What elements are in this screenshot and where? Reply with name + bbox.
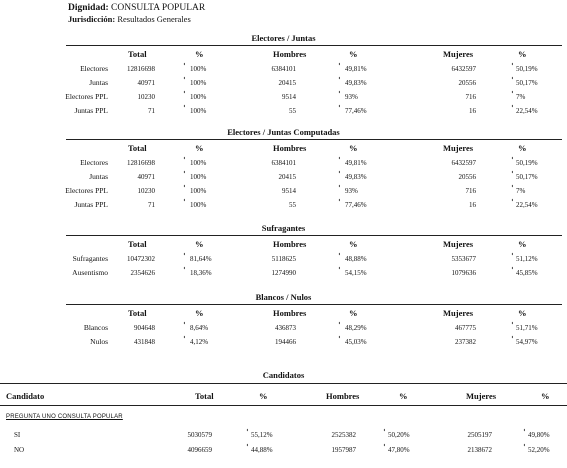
col-pct-header: %: [195, 143, 204, 153]
hombres-value: 5118625: [271, 255, 296, 263]
cell-marker: [184, 199, 187, 202]
col-pct-m-header: %: [518, 239, 527, 249]
section-title: Blancos / Nulos: [255, 292, 312, 302]
row-label: Electores: [80, 64, 108, 73]
pct-total-value: 100%: [190, 201, 207, 209]
pct-total-value: 100%: [190, 65, 207, 73]
pct-total-value: 100%: [190, 79, 207, 87]
hombres-value: 6384101: [271, 159, 296, 167]
hombres-value: 20415: [278, 79, 296, 87]
cand-pct-total-value: 44,88%: [251, 446, 273, 454]
total-value: 10230: [137, 187, 155, 195]
section-rule: [66, 45, 562, 46]
cand-col-pct-header: %: [259, 391, 268, 401]
cell-marker: [512, 91, 515, 94]
cell-marker: [512, 267, 515, 270]
cand-col-pct-m-header: %: [541, 391, 550, 401]
total-value: 40971: [137, 79, 155, 87]
pct-h-value: 49,81%: [345, 159, 367, 167]
candidate-label: SI: [14, 431, 21, 439]
cell-marker: [184, 63, 187, 66]
section-rule: [66, 139, 562, 140]
pct-total-value: 18,36%: [190, 269, 212, 277]
pct-m-value: 22,54%: [516, 107, 538, 115]
jurisdiccion-value: Resultados Generales: [117, 14, 191, 24]
candidatos-header-rule: [0, 405, 567, 406]
col-hombres-header: Hombres: [273, 308, 307, 318]
cell-marker: [339, 322, 342, 325]
cell-marker: [339, 171, 342, 174]
col-hombres-header: Hombres: [273, 49, 307, 59]
cand-mujeres-value: 2138672: [467, 446, 492, 454]
cell-marker: [339, 77, 342, 80]
cell-marker: [184, 171, 187, 174]
col-pct-h-header: %: [349, 239, 358, 249]
row-label: Juntas: [89, 78, 108, 87]
row-label: Ausentismo: [72, 268, 108, 277]
col-total-header: Total: [128, 308, 147, 318]
pct-h-value: 49,83%: [345, 173, 367, 181]
mujeres-value: 5353677: [451, 255, 476, 263]
row-label: Electores PPL: [65, 186, 108, 195]
cell-marker: [512, 185, 515, 188]
pct-total-value: 8,64%: [190, 324, 209, 332]
row-label: Juntas: [89, 172, 108, 181]
col-total-header: Total: [128, 49, 147, 59]
cell-marker: [184, 336, 187, 339]
col-hombres-header: Hombres: [273, 239, 307, 249]
pct-m-value: 7%: [516, 187, 526, 195]
pct-h-value: 48,29%: [345, 324, 367, 332]
cell-marker: [339, 253, 342, 256]
section-title: Electores / Juntas: [251, 33, 316, 43]
pct-m-value: 45,85%: [516, 269, 538, 277]
col-total-header: Total: [128, 239, 147, 249]
cell-marker: [184, 322, 187, 325]
hombres-value: 1274990: [271, 269, 296, 277]
cand-pct-total-value: 55,12%: [251, 431, 273, 439]
pct-m-value: 51,71%: [516, 324, 538, 332]
cell-marker: [384, 429, 387, 432]
total-value: 12816698: [127, 159, 155, 167]
row-label: Electores PPL: [65, 92, 108, 101]
cand-total-value: 5030579: [187, 431, 212, 439]
col-mujeres-header: Mujeres: [443, 49, 474, 59]
cand-pct-m-value: 49,80%: [528, 431, 550, 439]
row-label: Nulos: [90, 337, 108, 346]
pct-h-value: 48,88%: [345, 255, 367, 263]
cell-marker: [339, 91, 342, 94]
cell-marker: [512, 253, 515, 256]
cell-marker: [184, 77, 187, 80]
hombres-value: 436873: [275, 324, 296, 332]
cand-mujeres-value: 2505197: [467, 431, 492, 439]
cell-marker: [512, 322, 515, 325]
pct-h-value: 49,83%: [345, 79, 367, 87]
mujeres-value: 6432597: [451, 159, 476, 167]
hombres-value: 9514: [282, 187, 296, 195]
mujeres-value: 20556: [458, 79, 476, 87]
pct-m-value: 50,19%: [516, 159, 538, 167]
cell-marker: [184, 185, 187, 188]
cell-marker: [512, 336, 515, 339]
mujeres-value: 716: [465, 93, 476, 101]
col-total-header: Total: [128, 143, 147, 153]
total-value: 12816698: [127, 65, 155, 73]
total-value: 10230: [137, 93, 155, 101]
total-value: 431848: [134, 338, 155, 346]
col-pct-h-header: %: [349, 308, 358, 318]
pct-total-value: 100%: [190, 93, 207, 101]
section-rule: [66, 235, 562, 236]
mujeres-value: 6432597: [451, 65, 476, 73]
cand-col-total-header: Total: [195, 391, 214, 401]
row-label: Juntas PPL: [74, 200, 108, 209]
mujeres-value: 1079636: [451, 269, 476, 277]
pct-h-value: 77,46%: [345, 107, 367, 115]
candidate-label: NO: [14, 446, 25, 454]
col-mujeres-header: Mujeres: [443, 308, 474, 318]
col-pct-header: %: [195, 49, 204, 59]
pct-h-value: 93%: [345, 93, 358, 101]
hombres-value: 55: [289, 201, 296, 209]
total-value: 2354626: [130, 269, 155, 277]
cell-marker: [512, 77, 515, 80]
col-pct-m-header: %: [518, 308, 527, 318]
pct-h-value: 54,15%: [345, 269, 367, 277]
cell-marker: [339, 336, 342, 339]
cell-marker: [184, 91, 187, 94]
pct-m-value: 7%: [516, 93, 526, 101]
mujeres-value: 16: [469, 107, 476, 115]
mujeres-value: 20556: [458, 173, 476, 181]
col-mujeres-header: Mujeres: [443, 239, 474, 249]
jurisdiccion-line: [68, 14, 191, 24]
cand-col-mujeres-header: Mujeres: [466, 391, 497, 401]
col-pct-h-header: %: [349, 143, 358, 153]
hombres-value: 6384101: [271, 65, 296, 73]
hombres-value: 194466: [275, 338, 296, 346]
dignidad-label: Dignidad:: [68, 3, 109, 13]
pct-total-value: 100%: [190, 159, 207, 167]
total-value: 40971: [137, 173, 155, 181]
cell-marker: [339, 157, 342, 160]
pct-total-value: 100%: [190, 107, 207, 115]
cell-marker: [524, 429, 527, 432]
cell-marker: [339, 185, 342, 188]
col-pct-header: %: [195, 308, 204, 318]
cell-marker: [184, 105, 187, 108]
total-value: 10472302: [127, 255, 155, 263]
candidatos-top-rule: [0, 383, 567, 384]
dignidad-value: CONSULTA POPULAR: [111, 3, 206, 13]
cand-pct-m-value: 52,20%: [528, 446, 550, 454]
mujeres-value: 16: [469, 201, 476, 209]
cell-marker: [339, 267, 342, 270]
pct-total-value: 4,12%: [190, 338, 209, 346]
hombres-value: 9514: [282, 93, 296, 101]
pct-total-value: 100%: [190, 173, 207, 181]
section-title: Sufragantes: [261, 223, 306, 233]
col-hombres-header: Hombres: [273, 143, 307, 153]
pct-m-value: 51,12%: [516, 255, 538, 263]
cand-pct-h-value: 47,80%: [388, 446, 410, 454]
cell-marker: [184, 157, 187, 160]
pct-m-value: 50,17%: [516, 79, 538, 87]
cell-marker: [339, 105, 342, 108]
pct-m-value: 54,97%: [516, 338, 538, 346]
section-title: Electores / Juntas Computadas: [227, 127, 340, 137]
pct-m-value: 22,54%: [516, 201, 538, 209]
dignidad-line: [68, 3, 205, 13]
mujeres-value: 237382: [455, 338, 476, 346]
col-mujeres-header: Mujeres: [443, 143, 474, 153]
cand-col-pct-h-header: %: [399, 391, 408, 401]
total-value: 71: [148, 201, 155, 209]
cand-hombres-value: 1957987: [331, 446, 356, 454]
row-label: Juntas PPL: [74, 106, 108, 115]
jurisdiccion-label: Jurisdicción:: [68, 14, 116, 24]
cell-marker: [339, 199, 342, 202]
pct-h-value: 45,03%: [345, 338, 367, 346]
cell-marker: [512, 157, 515, 160]
col-pct-m-header: %: [518, 49, 527, 59]
cell-marker: [512, 199, 515, 202]
total-value: 71: [148, 107, 155, 115]
row-label: Sufragantes: [72, 254, 108, 263]
cell-marker: [384, 444, 387, 447]
cand-total-value: 4096659: [187, 446, 212, 454]
pct-m-value: 50,17%: [516, 173, 538, 181]
cand-pct-h-value: 50,20%: [388, 431, 410, 439]
cell-marker: [512, 171, 515, 174]
pct-m-value: 50,19%: [516, 65, 538, 73]
hombres-value: 55: [289, 107, 296, 115]
pct-total-value: 100%: [190, 187, 207, 195]
pct-h-value: 77,46%: [345, 201, 367, 209]
cell-marker: [512, 63, 515, 66]
mujeres-value: 716: [465, 187, 476, 195]
cell-marker: [524, 444, 527, 447]
col-pct-header: %: [195, 239, 204, 249]
hombres-value: 20415: [278, 173, 296, 181]
cell-marker: [247, 444, 250, 447]
pct-total-value: 81,64%: [190, 255, 212, 263]
total-value: 904648: [134, 324, 155, 332]
cell-marker: [247, 429, 250, 432]
pct-h-value: 93%: [345, 187, 358, 195]
cell-marker: [184, 267, 187, 270]
pct-h-value: 49,81%: [345, 65, 367, 73]
row-label: Blancos: [83, 323, 108, 332]
cell-marker: [184, 253, 187, 256]
section-rule: [66, 304, 562, 305]
col-pct-h-header: %: [349, 49, 358, 59]
col-candidato-header: Candidato: [6, 391, 45, 401]
cell-marker: [339, 63, 342, 66]
cand-col-hombres-header: Hombres: [326, 391, 360, 401]
col-pct-m-header: %: [518, 143, 527, 153]
mujeres-value: 467775: [455, 324, 476, 332]
candidatos-title: Candidatos: [262, 370, 305, 380]
cell-marker: [512, 105, 515, 108]
row-label: Electores: [80, 158, 108, 167]
question-heading: PREGUNTA UNO CONSULTA POPULAR: [6, 414, 123, 420]
cand-hombres-value: 2525382: [331, 431, 356, 439]
